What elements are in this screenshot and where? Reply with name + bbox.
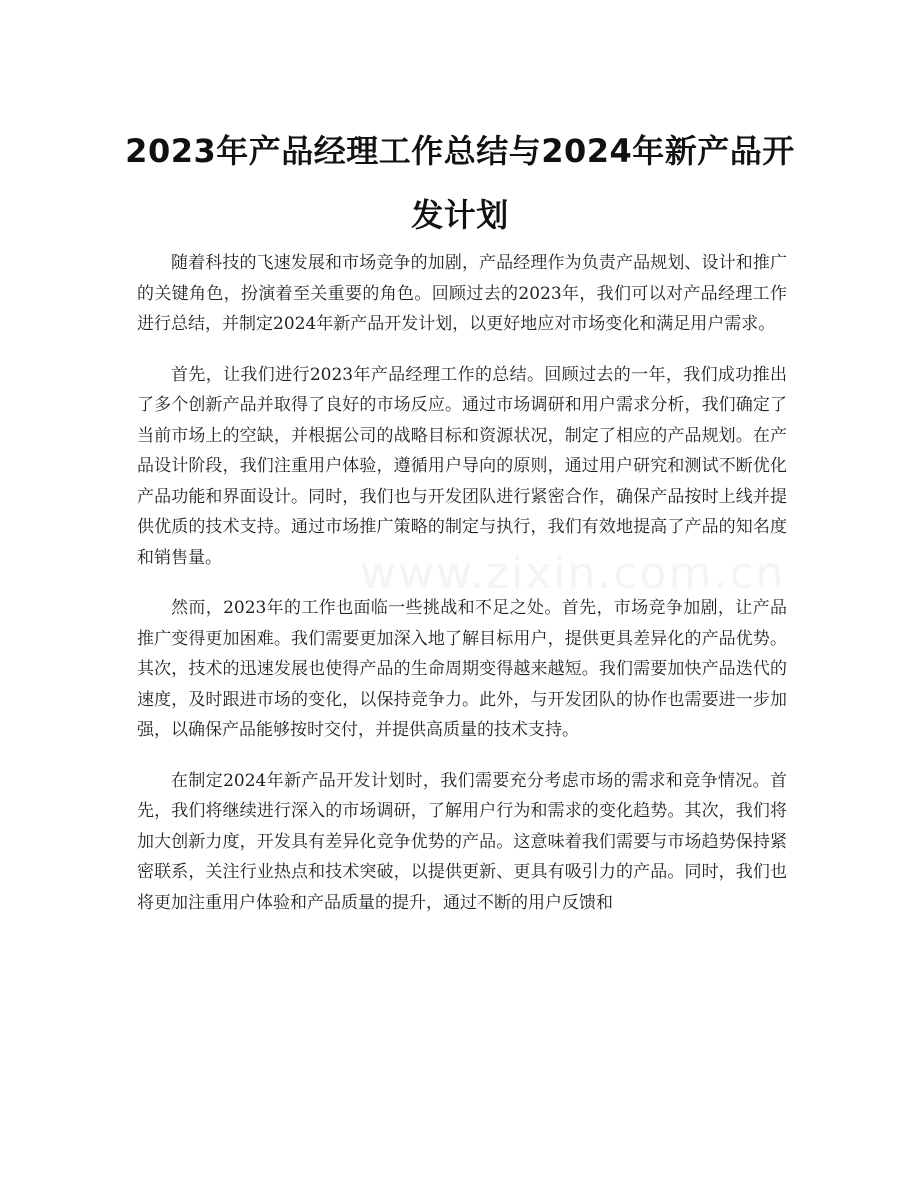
document-body — [137, 248, 787, 938]
document-title: 2023年产品经理工作总结与2024年新产品开发计划 — [125, 132, 795, 235]
paragraph-summary: 首先，让我们进行2023年产品经理工作的总结。回顾过去的一年，我们成功推出了多个创新产品并取得了良好的市场反应。通过市场调研和用户需求分析，我们确定了当前市场上的空缺，并根据公司的战略目标和资源状况，制定了相应的产品规划。在产品设计阶段，我们注重用户体验，遵循用户导向的原则，通过用户研究和测试不断优化产品功能和界面设计。同时，我们也与开发团队进行紧密合作，确保产品按时上线并提供优质的技术支持。通过市场推广策略的制定与执行，我们有效地提高了产品的知名度和销售量。 — [137, 364, 787, 568]
watermark-text: www.zixin.com.cn — [360, 548, 786, 599]
paragraph-plan: 在制定2024年新产品开发计划时，我们需要充分考虑市场的需求和竞争情况。首先，我们将继续进行深入的市场调研，了解用户行为和需求的变化趋势。其次，我们将加大创新力度，开发具有差异化竞争优势的产品。这意味着我们需要与市场趋势保持紧密联系，关注行业热点和技术突破，以提供更新、更具有吸引力的产品。同时，我们也将更加注重用户体验和产品质量的提升，通过不断的用户反馈和 — [137, 770, 787, 913]
paragraph-intro: 随着科技的飞速发展和市场竞争的加剧，产品经理作为负责产品规划、设计和推广的关键角色，扮演着至关重要的角色。回顾过去的2023年，我们可以对产品经理工作进行总结，并制定2024年新产品开发计划，以更好地应对市场变化和满足用户需求。 — [137, 253, 787, 334]
paragraph-challenges: 然而，2023年的工作也面临一些挑战和不足之处。首先，市场竞争加剧，让产品推广变得更加困难。我们需要更加深入地了解目标用户，提供更具差异化的产品优势。其次，技术的迅速发展也使得产品的生命周期变得越来越短。我们需要加快产品迭代的速度，及时跟进市场的变化，以保持竞争力。此外，与开发团队的协作也需要进一步加强，以确保产品能够按时交付，并提供高质量的技术支持。 — [137, 598, 787, 740]
